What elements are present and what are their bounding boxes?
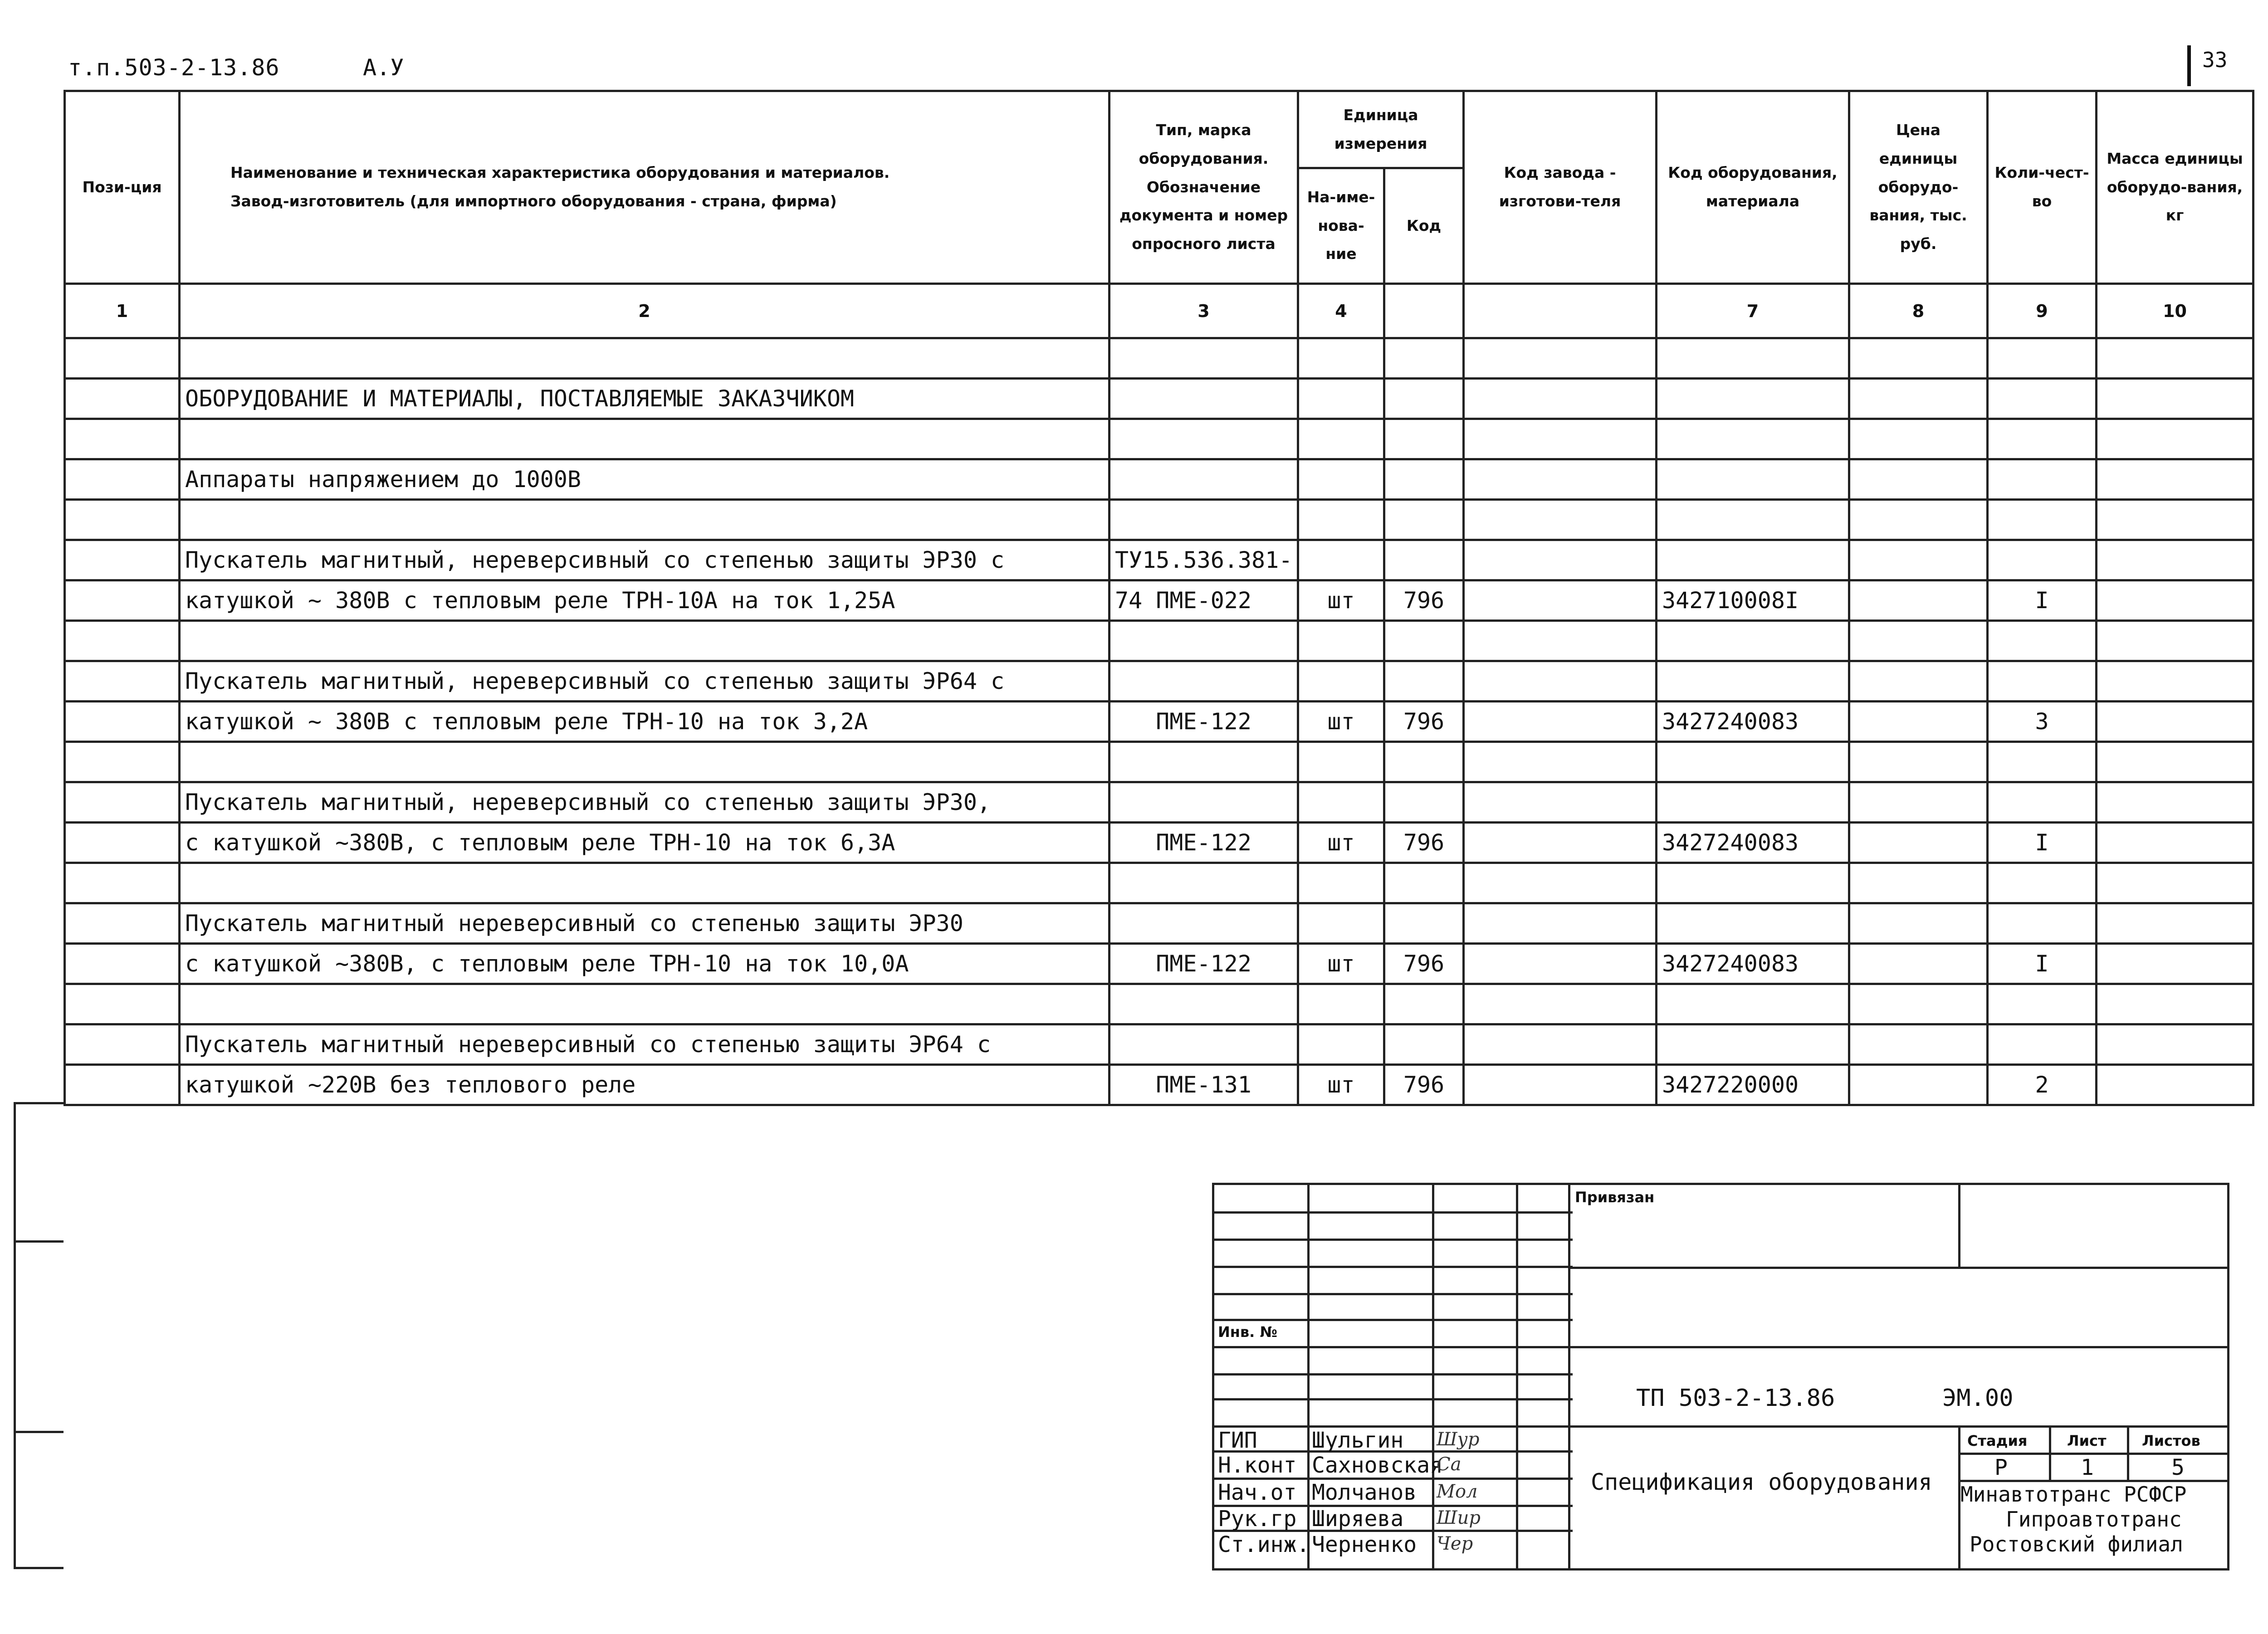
item-unit-code: 796 <box>1384 580 1464 621</box>
col-header-equipment-code: Код оборудования, материала <box>1657 91 1849 284</box>
sheet-code: ЭМ.00 <box>1942 1385 2014 1412</box>
signature-image: Шур <box>1437 1429 1480 1450</box>
org-line2: Гипроавтотранс <box>2006 1507 2182 1532</box>
document-title: Спецификация оборудования <box>1591 1469 1932 1495</box>
item-type-line2: ПМЕ-122 <box>1110 944 1298 984</box>
item-unit: шт <box>1298 702 1384 742</box>
table-row <box>65 702 2253 742</box>
signer-name: Ширяева <box>1312 1506 1404 1532</box>
col-header-type: Тип, марка оборудования. Обозначение документа и номер опросного листа <box>1110 91 1298 284</box>
table-row <box>65 782 2253 823</box>
signer-role: Нач.от <box>1218 1480 1297 1505</box>
item-qty: I <box>1988 823 2097 863</box>
sheets-value: 5 <box>2171 1455 2185 1480</box>
item-desc-line2: с катушкой ~380В, с тепловым реле ТРН-10 на ток 10,0А <box>180 944 1110 984</box>
item-desc-line1: Пускатель магнитный, нереверсивный со степенью защиты ЭР30 с <box>180 540 1110 580</box>
item-type-line1 <box>1110 1024 1298 1065</box>
table-row <box>65 540 2253 580</box>
table-row <box>65 459 2253 500</box>
subsection-title: Аппараты напряжением до 1000В <box>180 459 1110 500</box>
item-unit-code: 796 <box>1384 1065 1464 1105</box>
col-header-position: Пози-ция <box>65 91 180 284</box>
item-unit: шт <box>1298 823 1384 863</box>
item-unit-code: 796 <box>1384 823 1464 863</box>
col-header-unit-price: Цена единицы оборудо-вания, тыс. руб. <box>1849 91 1988 284</box>
item-unit-code: 796 <box>1384 944 1464 984</box>
signature-image: Чер <box>1437 1533 1473 1554</box>
table-row <box>65 903 2253 944</box>
signature-image: Са <box>1437 1454 1461 1475</box>
inventory-number-label: Инв. № <box>1218 1323 1277 1341</box>
signer-name: Черненко <box>1312 1532 1417 1557</box>
item-desc-line2: катушкой ~ 380В с тепловым реле ТРН-10 на ток 3,2А <box>180 702 1110 742</box>
binding-strip <box>14 1102 64 1569</box>
item-unit: шт <box>1298 1065 1384 1105</box>
col-number: 10 <box>2097 284 2253 338</box>
col-header-factory-code: Код завода - изготови-теля <box>1464 91 1657 284</box>
signature-image: Мол <box>1437 1481 1478 1502</box>
album-label: А.У <box>363 54 404 81</box>
item-code: 3427240083 <box>1657 944 1849 984</box>
item-type-line1: ТУ15.536.381- <box>1110 540 1298 580</box>
col-header-mass: Масса единицы оборудо-вания, кг <box>2097 91 2253 284</box>
document-code: т.п.503-2-13.86 <box>68 54 280 81</box>
item-unit: шт <box>1298 944 1384 984</box>
col-header-name-line1: Наименование и техническая характеристика оборудования и материалов. <box>230 164 890 182</box>
item-desc-line1: Пускатель магнитный нереверсивный со степенью защиты ЭР30 <box>180 903 1110 944</box>
privyazan-label: Привязан <box>1575 1189 1655 1206</box>
title-block <box>1212 1183 2229 1571</box>
col-header-unit-group: Единица измерения <box>1298 91 1464 168</box>
item-desc-line2: катушкой ~220В без теплового реле <box>180 1065 1110 1105</box>
col-number: 2 <box>180 284 1110 338</box>
col-number: 8 <box>1849 284 1988 338</box>
col-header-unit-name: На-име-нова-ние <box>1298 168 1384 284</box>
col-number: 1 <box>65 284 180 338</box>
signer-name: Молчанов <box>1312 1480 1417 1505</box>
table-row <box>65 823 2253 863</box>
sheets-label: Листов <box>2142 1432 2200 1449</box>
item-code: 3427220000 <box>1657 1065 1849 1105</box>
col-number: 4 <box>1298 284 1384 338</box>
table-row <box>65 742 2253 782</box>
table-row <box>65 984 2253 1024</box>
item-desc-line2: с катушкой ~380В, с тепловым реле ТРН-10 на ток 6,3А <box>180 823 1110 863</box>
col-header-quantity: Коли-чест-во <box>1988 91 2097 284</box>
table-row <box>65 1024 2253 1065</box>
signer-role: ГИП <box>1218 1428 1257 1453</box>
col-number: 7 <box>1657 284 1849 338</box>
col-number: 9 <box>1988 284 2097 338</box>
item-type-line1 <box>1110 903 1298 944</box>
signer-role: Ст.инж. <box>1218 1532 1310 1557</box>
page-number-divider <box>2187 45 2191 86</box>
item-code: 342710008I <box>1657 580 1849 621</box>
org-line3: Ростовский филиал <box>1970 1532 2183 1556</box>
item-qty: 2 <box>1988 1065 2097 1105</box>
page-number: 33 <box>2202 48 2228 72</box>
specification-table <box>64 90 2254 1106</box>
item-qty: I <box>1988 580 2097 621</box>
col-header-unit-code: Код <box>1384 168 1464 284</box>
stage-value: Р <box>1994 1455 2008 1480</box>
item-code: 3427240083 <box>1657 702 1849 742</box>
item-desc-line1: Пускатель магнитный нереверсивный со степенью защиты ЭР64 с <box>180 1024 1110 1065</box>
signer-role: Рук.гр <box>1218 1506 1297 1532</box>
table-row <box>65 1065 2253 1105</box>
item-type-line1 <box>1110 782 1298 823</box>
item-qty: I <box>1988 944 2097 984</box>
item-type-line2: ПМЕ-122 <box>1110 702 1298 742</box>
signer-name: Сахновская <box>1312 1453 1443 1478</box>
table-row <box>65 621 2253 661</box>
table-row <box>65 419 2253 459</box>
item-type-line2: ПМЕ-122 <box>1110 823 1298 863</box>
col-number <box>1464 284 1657 338</box>
item-desc-line1: Пускатель магнитный, нереверсивный со степенью защиты ЭР64 с <box>180 661 1110 702</box>
section-title: ОБОРУДОВАНИЕ И МАТЕРИАЛЫ, ПОСТАВЛЯЕМЫЕ ЗАКАЗЧИКОМ <box>180 379 1110 419</box>
item-type-line1 <box>1110 661 1298 702</box>
table-row <box>65 863 2253 903</box>
signature-image: Шир <box>1437 1507 1481 1528</box>
table-row <box>65 500 2253 540</box>
sheet-label: Лист <box>2067 1432 2107 1449</box>
stage-label: Стадия <box>1967 1432 2028 1449</box>
table-row <box>65 379 2253 419</box>
col-header-name <box>180 91 1110 284</box>
table-row <box>65 661 2253 702</box>
signer-name: Шульгин <box>1312 1428 1404 1453</box>
item-unit-code: 796 <box>1384 702 1464 742</box>
item-code: 3427240083 <box>1657 823 1849 863</box>
item-unit: шт <box>1298 580 1384 621</box>
item-type-line2: 74 ПМЕ-022 <box>1110 580 1298 621</box>
item-type-line2: ПМЕ-131 <box>1110 1065 1298 1105</box>
table-row <box>65 580 2253 621</box>
col-header-name-line2: Завод-изготовитель (для импортного оборудования - страна, фирма) <box>230 192 837 210</box>
sheet-value: 1 <box>2081 1455 2094 1480</box>
table-row <box>65 338 2253 379</box>
org-line1: Минавтотранс РСФСР <box>1960 1482 2187 1507</box>
table-row <box>65 944 2253 984</box>
designation: ТП 503-2-13.86 <box>1636 1385 1835 1412</box>
item-desc-line1: Пускатель магнитный, нереверсивный со степенью защиты ЭР30, <box>180 782 1110 823</box>
col-number <box>1384 284 1464 338</box>
col-number: 3 <box>1110 284 1298 338</box>
item-qty: 3 <box>1988 702 2097 742</box>
signer-role: Н.конт <box>1218 1453 1297 1478</box>
item-desc-line2: катушкой ~ 380В с тепловым реле ТРН-10А на ток 1,25А <box>180 580 1110 621</box>
